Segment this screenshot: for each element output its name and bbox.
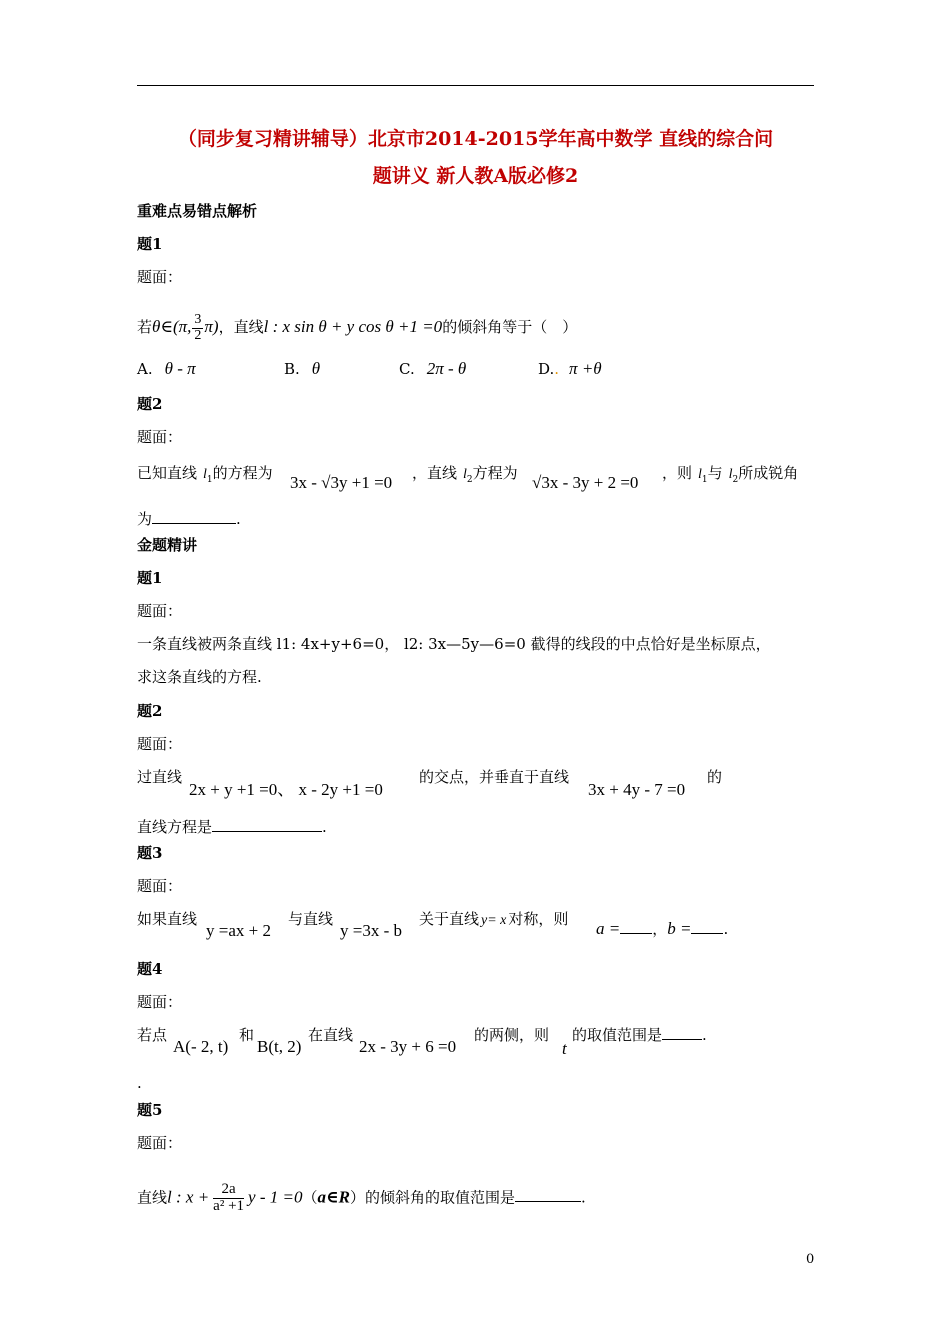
text-fragment: ，直线 [412, 464, 458, 482]
section-heading-gold: 金题精讲 [137, 536, 198, 554]
text-fragment: 的两侧，则 [474, 1026, 550, 1044]
answer-blank [212, 831, 322, 832]
question-text: 与直线 [288, 910, 334, 928]
math-fraction [192, 313, 203, 343]
question-text [137, 313, 577, 343]
text-fragment: ，则 [662, 464, 693, 482]
question-label: 题面： [137, 735, 183, 753]
text-fragment: . [580, 1188, 586, 1207]
text-fragment: 直线 [137, 1188, 168, 1207]
option-math: θ [311, 359, 321, 378]
equation-line2: y =3x - b [340, 921, 402, 940]
question-text: 若点 [137, 1026, 168, 1044]
text-fragment: 与 [707, 464, 723, 482]
question-heading: 题3 [137, 844, 163, 862]
text-fragment: 所成锐角 [738, 464, 799, 482]
answer-blank [691, 933, 723, 934]
text-fragment: . [723, 920, 729, 938]
option-math: π +θ [569, 359, 602, 378]
math-fraction [213, 1182, 244, 1215]
question-text: 求这条直线的方程. [137, 668, 262, 686]
text-fragment: . [322, 818, 327, 836]
answer-blank [620, 933, 652, 934]
option-label: B. [284, 360, 300, 378]
text-fragment: ， [652, 920, 668, 938]
header-rule [137, 85, 814, 86]
math-expression: b = [667, 919, 692, 938]
question-heading: 题5 [137, 1101, 163, 1119]
math-expression: a∈R [317, 1187, 350, 1207]
question-heading: 题1 [137, 569, 163, 587]
doc-title-line1: （同步复习精讲辅导）北京市2014-2015学年高中数学 直线的综合问 [177, 128, 774, 150]
equation-intersection: 2x + y +1 =0、 x - 2y +1 =0 [189, 780, 383, 799]
question-text [572, 1028, 707, 1043]
question-text [137, 466, 273, 485]
fraction-denominator: a² +1 [213, 1197, 245, 1214]
answer-blank [662, 1039, 702, 1040]
equation-l1: 3x - √3y +1 =0 [290, 473, 393, 492]
question-heading: 题1 [137, 235, 163, 253]
question-text [662, 466, 798, 485]
math-expression: y - 1 =0 [248, 1187, 303, 1207]
point-a: A(- 2, t) [173, 1037, 229, 1056]
fraction-numerator: 2a [213, 1182, 244, 1199]
math-subscript: 1 [701, 475, 708, 485]
equation-l2: √3x - 3y + 2 =0 [532, 473, 639, 492]
answer-a [596, 920, 728, 937]
equation-line: 2x - 3y + 6 =0 [359, 1037, 457, 1056]
equation-line1: y =ax + 2 [206, 921, 271, 940]
question-text: 的交点，并垂直于直线 [419, 768, 570, 786]
math-expression: l : x + [167, 1187, 210, 1207]
question-label: 题面： [137, 1134, 183, 1152]
question-text: 和 [239, 1026, 255, 1044]
math-expression: y= x [481, 913, 507, 928]
question-label: 题面： [137, 268, 183, 286]
question-label: 题面： [137, 877, 183, 895]
option-label: C. [399, 360, 415, 378]
math-expression: a = [596, 919, 621, 938]
text-fragment: 对称，则 [508, 910, 569, 928]
text-fragment: 直线方程是 [137, 818, 213, 836]
question-label: 题面： [137, 993, 183, 1011]
text-fragment: 若 [137, 318, 153, 337]
question-text: 如果直线 [137, 910, 198, 928]
option-label: D. [538, 360, 555, 378]
doc-title-line2: 题讲义 新人教A版必修2 [372, 165, 579, 187]
fraction-denominator: 2 [194, 327, 202, 343]
answer-blank [515, 1201, 581, 1202]
text-fragment: 的倾斜角等于（ ） [442, 318, 578, 337]
text-fragment: 方程为 [472, 464, 518, 482]
question-heading: 题2 [137, 702, 163, 720]
math-symbol: l [203, 467, 207, 482]
question-text [419, 912, 568, 928]
text-fragment: （ [302, 1188, 318, 1207]
text-fragment: 关于直线 [419, 910, 480, 928]
question-text: 一条直线被两条直线 l1: 4x+y+6=0， l2: 3x—5y—6=0 截得的线段的中点恰好是坐标原点， [137, 635, 771, 653]
text-fragment: ，直线 [218, 318, 264, 337]
text-fragment: . [236, 510, 241, 528]
math-symbol: l [698, 467, 702, 482]
option-a [137, 360, 196, 377]
question-text: 的 [707, 768, 723, 786]
question-text: 在直线 [308, 1026, 354, 1044]
math-symbol: l [463, 467, 467, 482]
question-text [137, 1182, 586, 1215]
text-fragment: . [702, 1026, 707, 1044]
question-text [137, 512, 241, 527]
stray-period: . [137, 1074, 142, 1092]
fraction-numerator: 3 [194, 312, 202, 327]
option-b [284, 360, 320, 377]
text-fragment: 的方程为 [212, 464, 273, 482]
equation-perpendicular: 3x + 4y - 7 =0 [588, 780, 686, 799]
text-fragment: 已知直线 [137, 464, 198, 482]
option-math: 2π - θ [426, 359, 467, 378]
question-heading: 题2 [137, 395, 163, 413]
point-b: B(t, 2) [257, 1037, 302, 1056]
text-fragment: 为 [137, 510, 153, 528]
math-expression: θ∈(π, [152, 317, 192, 337]
question-heading: 题4 [137, 960, 163, 978]
math-symbol: l [728, 467, 733, 482]
option-math: θ - π [164, 359, 196, 378]
stray-dot: . [554, 360, 560, 378]
question-text [412, 466, 518, 485]
text-fragment: 的取值范围是 [572, 1026, 663, 1044]
math-expression: l : x sin θ + y cos θ +1 =0 [263, 317, 443, 337]
option-d [538, 360, 602, 377]
math-subscript: 2 [732, 475, 739, 485]
page-number: 0 [806, 1252, 815, 1267]
question-text [137, 820, 327, 835]
text-fragment: ）的倾斜角的取值范围是 [349, 1188, 515, 1207]
math-subscript: 1 [206, 475, 213, 485]
math-subscript: 2 [466, 475, 473, 485]
question-label: 题面： [137, 428, 183, 446]
question-text: 过直线 [137, 768, 183, 786]
math-variable-t: t [562, 1039, 567, 1058]
option-c [399, 360, 466, 377]
question-label: 题面： [137, 602, 183, 620]
math-expression: π) [204, 317, 219, 337]
answer-blank [152, 523, 236, 524]
option-label: A. [137, 360, 153, 378]
question-text [474, 1028, 549, 1043]
section-heading-hard: 重难点易错点解析 [137, 202, 258, 220]
